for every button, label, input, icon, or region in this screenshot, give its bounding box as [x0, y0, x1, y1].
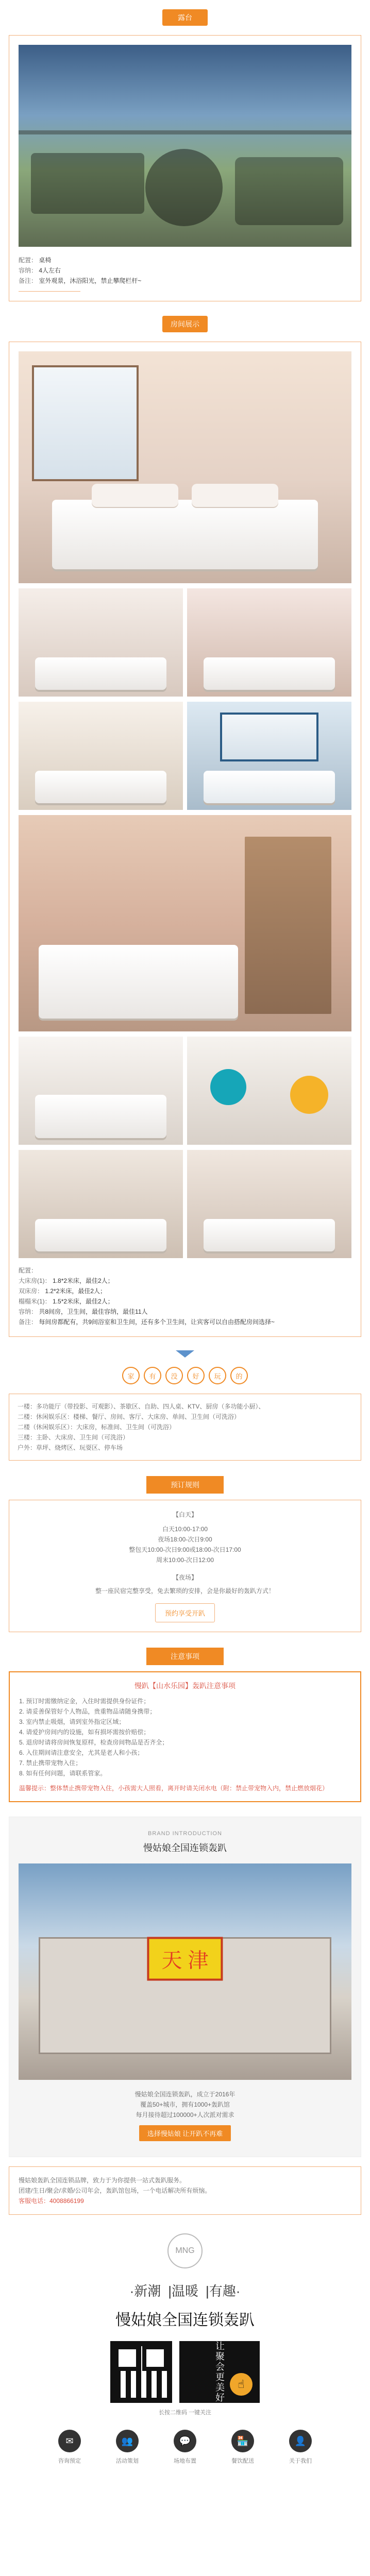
room-photo-b	[187, 588, 351, 697]
footer-icon-1[interactable]	[47, 2430, 92, 2465]
rules-time-line: 白天10:00-17:00	[162, 1526, 208, 1533]
room-info-key: 大床房(1)：	[19, 1277, 51, 1284]
room-info-line	[19, 1286, 351, 1296]
room-photo-d-bed	[204, 771, 335, 803]
balcony-info-line	[19, 255, 351, 265]
feature-circle	[230, 1367, 248, 1384]
room-info-line	[19, 1317, 351, 1327]
balcony-badge: 露台	[162, 9, 208, 26]
room-photo-row	[19, 1037, 351, 1145]
balcony-info-key: 备注：	[19, 277, 38, 284]
feature-circles	[0, 1367, 370, 1384]
brand-intro-cn: 慢姑娘全国连锁轰趴	[143, 1843, 227, 1853]
brand-card	[9, 1817, 361, 2157]
qr-caption: 长按二维码 一键关注	[158, 2410, 212, 2416]
footer-icon-4[interactable]	[220, 2430, 265, 2465]
section-divider	[19, 291, 80, 292]
amenity-line: 二楼：休闲娱乐区：楼梯、餐厅、房间、客厅、大床房、单间、卫生间（可洗浴）	[18, 1413, 241, 1420]
room-info-key: 备注：	[19, 1318, 38, 1326]
notice-headline: 慢趴【山水乐园】轰趴注意事项	[134, 1682, 236, 1690]
room-photo-d	[187, 702, 351, 810]
room-info-key: 双床房：	[19, 1287, 44, 1295]
rules-card	[9, 1500, 361, 1632]
footer-icon-label: 活动策划	[116, 2458, 139, 2464]
brand-building-photo	[19, 1863, 351, 2080]
room-photo-c-bed	[35, 771, 166, 803]
notice-card	[9, 1671, 361, 1802]
feature-circle	[165, 1367, 183, 1384]
feature-circle	[144, 1367, 161, 1384]
pointer-icon: ☝	[230, 2373, 253, 2396]
notice-item: 3. 室内禁止吸烟，请到室外指定区域；	[19, 1718, 125, 1725]
room-info-value: 1.5*2米床，最佳2人；	[53, 1298, 114, 1305]
feature-circle-text: 好	[192, 1372, 199, 1380]
balcony-info	[19, 255, 351, 286]
footer-icon-5[interactable]	[278, 2430, 323, 2465]
room-photo-large-bed	[39, 945, 239, 1019]
room-info-line	[19, 1276, 351, 1286]
room-photo-a-bed	[35, 657, 166, 690]
message-icon: ✉	[58, 2430, 81, 2452]
balcony-info-line	[19, 265, 351, 276]
rules-cta-wrap	[22, 1603, 348, 1622]
room-info-value: 共8间房，卫生间，最佳容纳，最佳11人	[39, 1308, 148, 1315]
footer-icon-2[interactable]	[105, 2430, 150, 2465]
footer-icon-label: 关于我们	[289, 2458, 312, 2464]
notice-item: 7. 禁止携带宠物入住；	[19, 1759, 82, 1767]
person-icon: 👤	[289, 2430, 312, 2452]
room-photo-a	[19, 588, 183, 697]
brand-intro-en: BRAND INTRODUCTION	[148, 1831, 222, 1837]
balcony-info-value: 桌椅	[39, 257, 52, 264]
footer-logo	[0, 2233, 370, 2268]
amenities-card	[9, 1394, 361, 1461]
rules-times	[22, 1524, 348, 1565]
balcony-card	[9, 35, 361, 301]
balcony-info-value: 室外观景，沐浴阳光，禁止攀爬栏杆~	[39, 277, 142, 284]
room-photo-row	[19, 702, 351, 810]
feature-circle-text: 玩	[214, 1372, 221, 1380]
room-info-key: 榻榻米(1)：	[19, 1298, 51, 1305]
room-photo-c	[19, 702, 183, 810]
footer-icon-label: 餐饮配送	[231, 2458, 254, 2464]
brand-line: 覆盖50+城市，拥有1000+轰趴馆	[140, 2101, 230, 2108]
notice-item: 6. 入住期间请注意安全，尤其是老人和小孩；	[19, 1749, 144, 1756]
notice-title: 注意事项	[146, 1648, 224, 1665]
footer-tagline: |温暖	[168, 2283, 198, 2299]
contact-card	[9, 2166, 361, 2215]
room-info-line	[19, 1296, 351, 1307]
brand-cta-wrap	[19, 2125, 351, 2141]
room-info	[19, 1265, 351, 1327]
room-photo-e	[19, 1037, 183, 1145]
down-arrow-icon	[176, 1350, 194, 1358]
brand-line: 每月接待超过100000+人次派对需求	[136, 2111, 234, 2119]
rules-subtitle-1: 【白天】	[172, 1511, 197, 1518]
chat-icon: 💬	[174, 2430, 196, 2452]
room-window	[32, 365, 139, 481]
room-pillow	[192, 484, 278, 507]
room-photo-large	[19, 815, 351, 1031]
room-info-value: 1.8*2米床，最佳2人；	[53, 1277, 114, 1284]
notice-warning: 温馨提示：整体禁止携带宠物入住，小孩需大人照看，离开时请关闭水电（附：禁止带宠物入内，禁止燃放烟花）	[19, 1785, 329, 1792]
room-info-key: 容纳：	[19, 1308, 38, 1315]
room-badge: 房间展示	[162, 316, 208, 332]
notice-item: 8. 如有任何问题，请联系管家。	[19, 1770, 107, 1777]
people-icon: 👥	[116, 2430, 139, 2452]
balcony-info-line	[19, 276, 351, 286]
room-info-line	[19, 1265, 351, 1276]
chair-yellow	[290, 1076, 328, 1114]
notice-item: 2. 请妥善保管好个人物品，贵重物品请随身携带；	[19, 1708, 156, 1715]
feature-circle-text: 家	[127, 1372, 134, 1380]
room-photo-f	[187, 1037, 351, 1145]
feature-circle-text: 没	[171, 1372, 178, 1380]
room-photo-b-bed	[204, 657, 335, 690]
feature-circle-text: 的	[236, 1372, 243, 1380]
balcony-info-key: 容纳：	[19, 267, 38, 274]
wardrobe	[245, 837, 331, 1014]
balcony-info-value: 4人左右	[39, 267, 61, 274]
rules-time-line: 整包天10:00-次日9:00或18:00-次日17:00	[129, 1546, 241, 1553]
balcony-info-key: 配置：	[19, 257, 38, 264]
notice-item: 4. 请爱护房间内的设施，如有损坏需按价赔偿；	[19, 1728, 150, 1736]
amenity-line: 一楼：多功能厅（带投影、可观影）、茶歇区、自助、四人桌、KTV、厨房（多功能小厨）、	[18, 1403, 265, 1410]
room-info-value: 每间房都配有，共9间浴室和卫生间，还有多个卫生间，让宾客可以自由搭配房间选择~	[39, 1318, 275, 1326]
chair-blue	[210, 1069, 246, 1105]
city-badge: 天 津	[147, 1937, 223, 1980]
room-photo-d-window	[220, 713, 318, 761]
contact-line: 团建/生日/聚会/求婚/公司年会，轰趴馆包场，一个电话解决所有烦恼。	[19, 2187, 211, 2194]
rules-note: 整一座民宿完整享受，免去繁琐的安排，会是你最好的轰趴方式！	[95, 1587, 275, 1595]
room-photo-row	[19, 588, 351, 697]
contact-line: 慢姑娘轰趴全国连锁品牌，致力于为你提供一站式轰趴服务。	[19, 2177, 186, 2184]
room-photo-h-bed	[204, 1219, 335, 1251]
room-info-value: 1.2*2米床，最佳2人；	[45, 1287, 107, 1295]
footer-promo-text: 让聚会更美好	[214, 2341, 225, 2403]
amenity-line: 三楼：主卧、大床房、卫生间（可洗浴）	[18, 1434, 129, 1441]
room-photo-row	[19, 1150, 351, 1258]
room-photo-e-bed	[35, 1095, 166, 1138]
footer-logo-circle: MNG	[167, 2233, 203, 2268]
qr-code	[110, 2341, 172, 2403]
feature-circle	[209, 1367, 226, 1384]
room-pillow	[92, 484, 178, 507]
rules-time-line: 周末10:00-次日12:00	[156, 1556, 214, 1564]
balcony-photo	[19, 45, 351, 247]
store-icon: 🏪	[231, 2430, 254, 2452]
rules-title: 预订规则	[146, 1476, 224, 1494]
brand-cta-button[interactable]: 选择慢姑娘 让开趴不再难	[139, 2125, 231, 2141]
feature-circle	[122, 1367, 140, 1384]
feature-circle-text: 有	[149, 1372, 156, 1380]
footer-icon-label: 咨询预定	[58, 2458, 81, 2464]
footer-promo-card	[179, 2341, 260, 2403]
footer-tagline: ·新潮	[129, 2283, 161, 2299]
rules-time-line: 夜场18:00-次日9:00	[158, 1536, 212, 1543]
rules-cta-button[interactable]: 预约享受开趴	[155, 1603, 215, 1622]
footer-tagline: |有趣·	[206, 2283, 241, 2299]
room-info-line	[19, 1307, 351, 1317]
footer-icon-3[interactable]	[162, 2430, 208, 2465]
amenity-line: 户外：草坪、烧烤区、玩耍区、停车场	[18, 1444, 123, 1451]
notice-item: 1. 预订时需缴纳定金，入住时需提供身份证件；	[19, 1698, 150, 1705]
room-hero-photo	[19, 351, 351, 583]
room-photo-g-bed	[35, 1219, 166, 1251]
room-bed	[52, 500, 318, 569]
room-photo-g	[19, 1150, 183, 1258]
footer-brand: 慢姑娘全国连锁轰趴	[115, 2312, 255, 2329]
amenity-line: 二楼（休闲娱乐区）：大床房，标准间、卫生间（可洗浴）	[18, 1423, 176, 1431]
contact-phone: 客服电话：4008866199	[19, 2197, 84, 2205]
brand-line: 慢姑娘全国连锁轰趴，成立于2016年	[134, 2091, 236, 2098]
footer-icon-label: 场地布置	[174, 2458, 196, 2464]
room-card	[9, 342, 361, 1337]
footer-icon-bar	[0, 2430, 370, 2465]
room-photo-h	[187, 1150, 351, 1258]
rules-subtitle-2: 【夜场】	[172, 1574, 197, 1581]
feature-circle	[187, 1367, 205, 1384]
notice-item: 5. 退房时请将房间恢复原样，检查房间物品是否齐全；	[19, 1739, 169, 1746]
footer-qr-row	[0, 2341, 370, 2403]
room-info-key: 配置：	[19, 1267, 38, 1274]
footer-taglines	[0, 2281, 370, 2300]
